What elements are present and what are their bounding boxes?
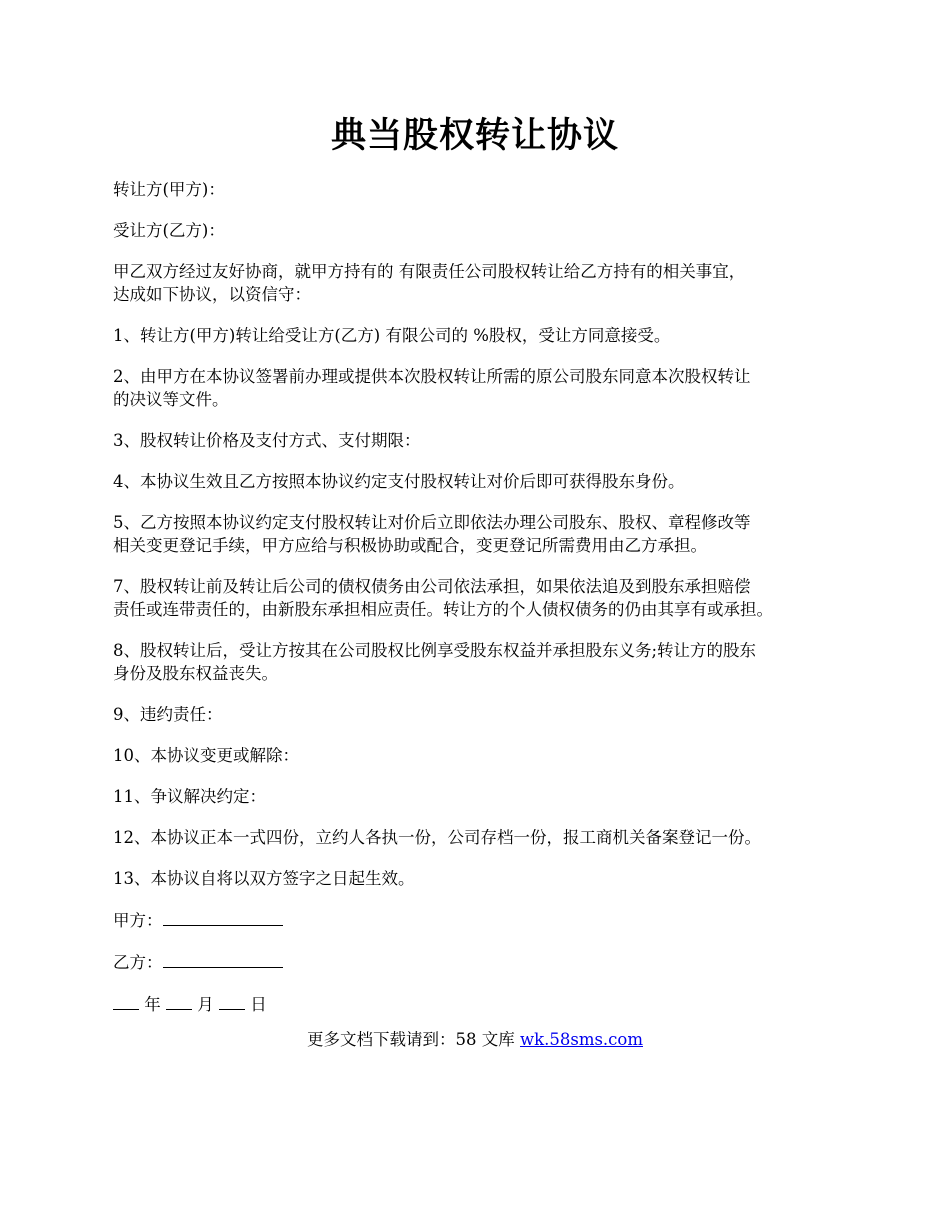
clause-5: 5、乙方按照本协议约定支付股权转让对价后立即依法办理公司股东、股权、章程修改等 相关变更登记手续，甲方应给与积极协助或配合，变更登记所需费用由乙方承担。 [113,513,751,555]
clause-8: 8、股权转让后，受让方按其在公司股权比例享受股东权益并承担股东义务;转让方的股东 身份及股东权益丧失。 [113,641,757,683]
footer [0,1028,950,1051]
clause-2: 2、由甲方在本协议签署前办理或提供本次股权转让所需的原公司股东同意本次股权转让 的决议等文件。 [113,367,751,409]
document-title: 典当股权转让协议 [330,115,619,156]
clause-12: 12、本协议正本一式四份，立约人各执一份，公司存档一份，报工商机关备案登记一份。 [113,828,761,847]
clause-10: 10、本协议变更或解除： [113,746,299,765]
footer-text: 更多文档下载请到：58 文库 [306,1030,520,1049]
clause-7: 7、股权转让前及转让后公司的债权债务由公司依法承担，如果依法追及到股东承担赔偿 责任或连带责任的，由新股东承担相应责任。转让方的个人债权债务的仍由其享有或承担。 [113,577,773,619]
party-a-label: 甲方： [113,911,163,930]
party-a-signature-line [163,908,283,926]
preamble-paragraph: 甲乙双方经过友好协商，就甲方持有的 有限责任公司股权转让给乙方持有的相关事宜， 达成如下协议，以资信守： [113,262,746,304]
year-blank [113,992,139,1010]
transferor-line: 转让方(甲方)： [113,180,225,199]
day-blank [219,992,245,1010]
clause-13: 13、本协议自将以双方签字之日起生效。 [113,869,415,888]
month-blank [166,992,192,1010]
clause-4: 4、本协议生效且乙方按照本协议约定支付股权转让对价后即可获得股东身份。 [113,472,685,491]
document-body [113,178,853,1034]
party-b-signature-line [163,950,283,968]
year-label: 年 [144,995,161,1014]
clause-11: 11、争议解决约定： [113,787,266,806]
clause-3: 3、股权转让价格及支付方式、支付期限： [113,431,421,450]
clause-1: 1、转让方(甲方)转让给受让方(乙方) 有限公司的 %股权，受让方同意接受。 [113,326,671,345]
clause-9: 9、违约责任： [113,705,223,724]
transferee-line: 受让方(乙方)： [113,221,225,240]
day-label: 日 [250,995,267,1014]
party-a-signature [113,908,853,932]
party-b-signature [113,950,853,974]
month-label: 月 [197,995,214,1014]
date-line [113,992,853,1016]
party-b-label: 乙方： [113,953,163,972]
footer-link[interactable]: wk.58sms.com [519,1030,643,1049]
